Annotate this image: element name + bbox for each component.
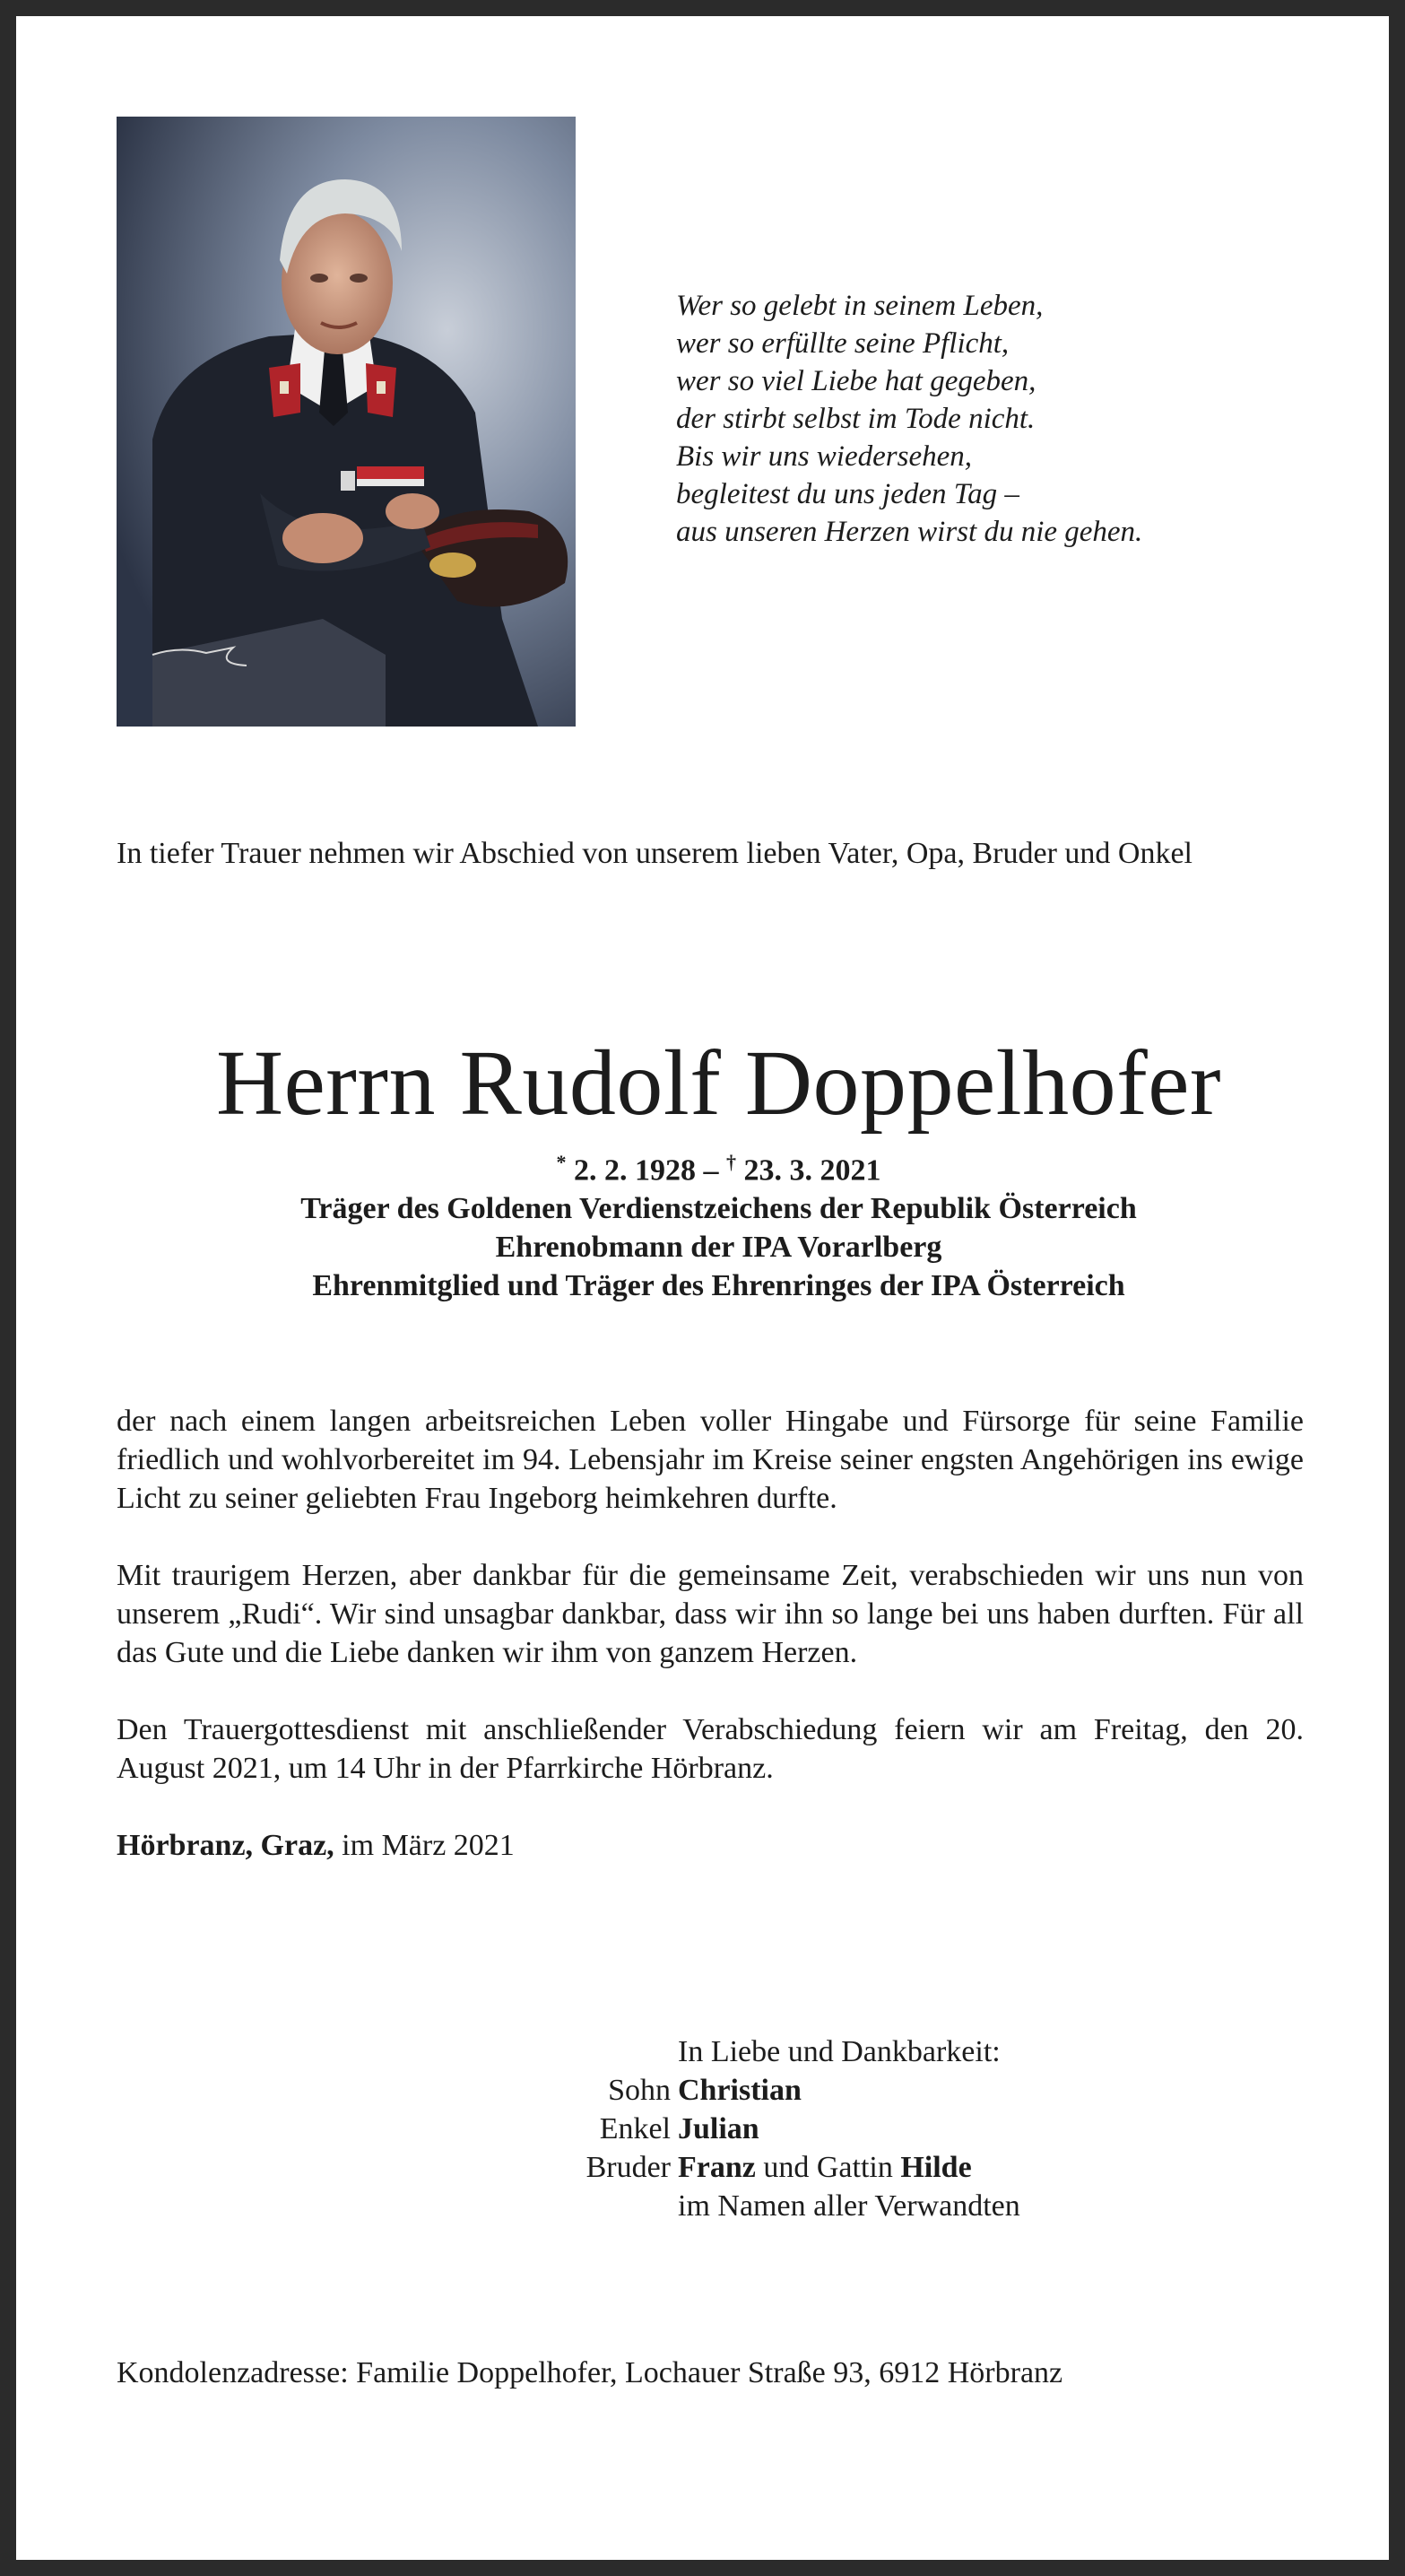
place-date-line xyxy=(117,1826,1304,1865)
portrait-photo-icon xyxy=(117,117,576,727)
signer-partner-name: Hilde xyxy=(900,2151,972,2184)
signer-name: Franz xyxy=(678,2151,756,2184)
life-dates-and-honors xyxy=(16,1143,1405,1305)
date: im März 2021 xyxy=(342,1829,515,1862)
body-paragraph: Mit traurigem Herzen, aber dankbar für die gemeinsame Zeit, verabschieden wir uns nun von unserem „Rudi“. Wir sind unsagbar dankbar, dass wir ihn so lange bei uns haben durften. Für all das Gute und die Liebe danken wir ihm von ganzem Herzen. xyxy=(117,1559,1304,1669)
condolence-address: Kondolenzadresse: Familie Doppelhofer, Lochauer Straße 93, 6912 Hörbranz xyxy=(117,2356,1063,2389)
obituary-page xyxy=(16,16,1389,2560)
poem-line: wer so erfüllte seine Pflicht, xyxy=(676,327,1010,360)
poem xyxy=(676,287,1142,551)
place: Hörbranz, Graz, xyxy=(117,1829,334,1862)
body-paragraph: der nach einem langen arbeitsreichen Leben voller Hingabe und Fürsorge für seine Familie friedlich und wohlvorbereitet im 94. Lebensjahr im Kreise seiner engsten Angehörigen ins ewige Licht zu seiner geliebten Frau Ingeborg heimkehren durfte. xyxy=(117,1405,1304,1515)
obituary-body xyxy=(117,1402,1304,1865)
signer-row xyxy=(518,2071,1020,2110)
signer-relation: Sohn xyxy=(608,2074,671,2107)
signer-row xyxy=(518,2148,1020,2187)
signers-closing: im Namen aller Verwandten xyxy=(678,2189,1020,2223)
death-date: 23. 3. 2021 xyxy=(743,1153,881,1188)
honor-line: Ehrenobmann der IPA Vorarlberg xyxy=(495,1231,942,1265)
intro-text: In tiefer Trauer nehmen wir Abschied von unserem lieben Vater, Opa, Bruder und Onkel xyxy=(117,837,1193,870)
signers-closing-row xyxy=(518,2187,1020,2225)
signer-row xyxy=(518,2110,1020,2148)
signer-relation: Enkel xyxy=(599,2112,671,2145)
honor-line: Träger des Goldenen Verdienstzeichens der Republik Österreich xyxy=(300,1192,1137,1226)
poem-line: der stirbt selbst im Tode nicht. xyxy=(676,403,1036,435)
portrait-photo xyxy=(117,117,576,727)
poem-line: Bis wir uns wiedersehen, xyxy=(676,440,972,473)
life-dates xyxy=(16,1143,1405,1189)
signers-block xyxy=(518,2032,1020,2225)
poem-line: aus unseren Herzen wirst du nie gehen. xyxy=(676,516,1143,548)
poem-line: wer so viel Liebe hat gegeben, xyxy=(676,365,1036,397)
signers-heading: In Liebe und Dankbarkeit: xyxy=(678,2035,1001,2068)
honor-line: Ehrenmitglied und Träger des Ehrenringes der IPA Österreich xyxy=(312,1269,1125,1303)
signer-connector: und Gattin xyxy=(763,2151,893,2184)
signer-relation: Bruder xyxy=(585,2151,671,2184)
signer-name: Julian xyxy=(678,2112,759,2145)
birth-mark: * xyxy=(556,1151,567,1173)
signer-name: Christian xyxy=(678,2074,802,2107)
death-mark: † xyxy=(726,1151,736,1173)
poem-line: begleitest du uns jeden Tag – xyxy=(676,478,1019,510)
poem-line: Wer so gelebt in seinem Leben, xyxy=(676,290,1044,322)
deceased-name: Herrn Rudolf Doppelhofer xyxy=(215,1031,1221,1135)
signers-heading-row xyxy=(518,2032,1020,2071)
birth-date: 2. 2. 1928 – xyxy=(574,1153,719,1188)
body-paragraph: Den Trauergottesdienst mit anschließender Verabschiedung feiern wir am Freitag, den 20. August 2021, um 14 Uhr in der Pfarrkirche Hörbranz. xyxy=(117,1713,1304,1785)
